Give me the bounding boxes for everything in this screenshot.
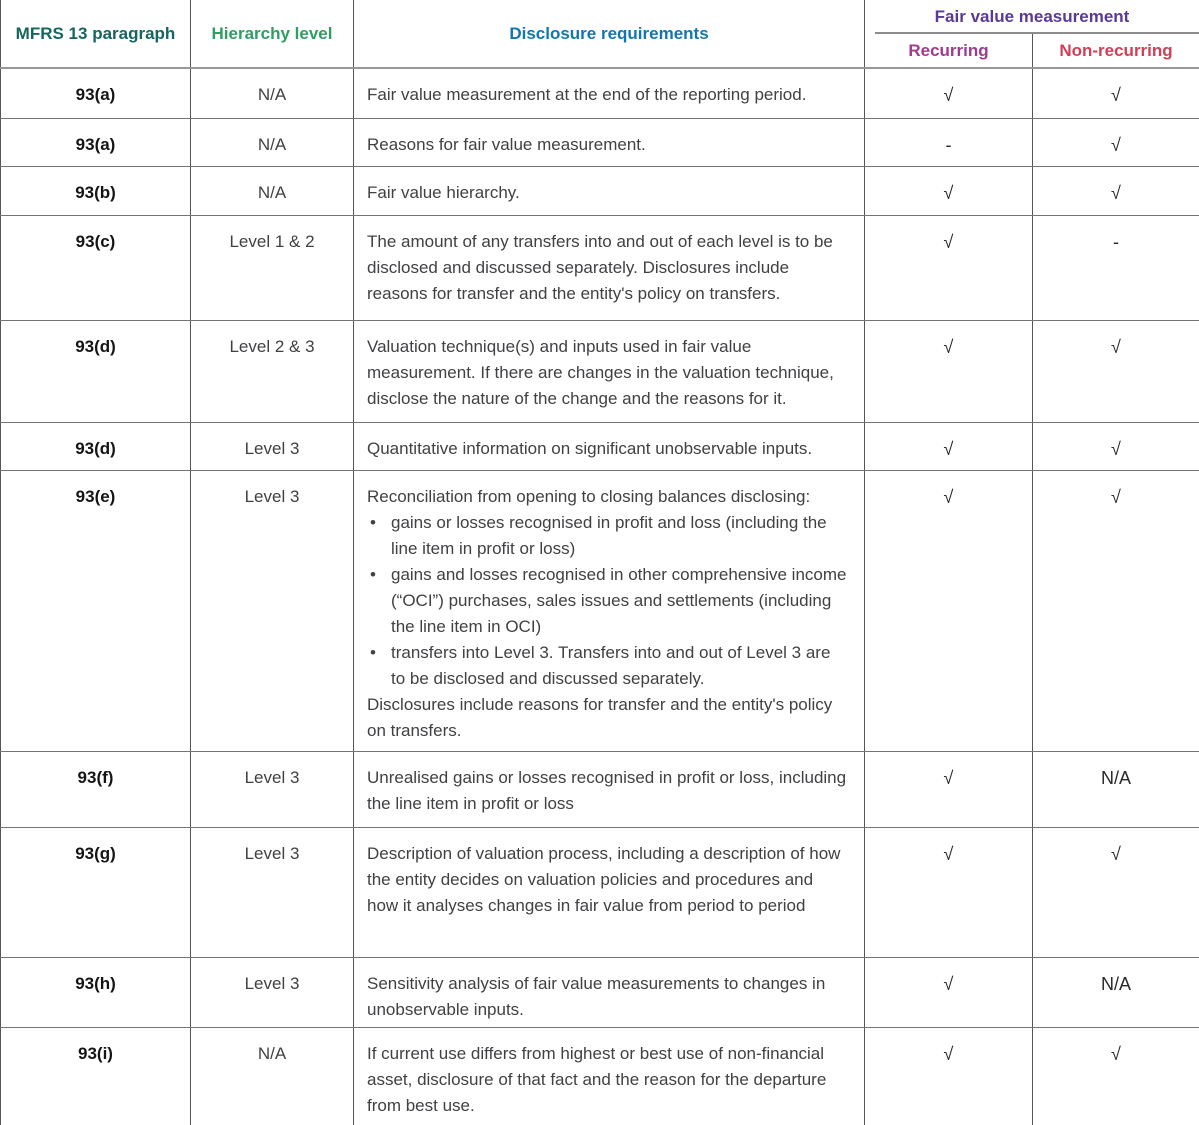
table-row-93c	[1, 215, 1199, 320]
recurring-check-mark: √	[865, 422, 1033, 470]
table-row-93a-1	[1, 68, 1199, 118]
table-header	[1, 0, 1199, 68]
paragraph-cell: 93(i)	[1, 1027, 191, 1125]
column-header-disclosure: Disclosure requirements	[354, 0, 865, 68]
table-row-93i	[1, 1027, 1199, 1125]
non-recurring-check-mark: √	[1033, 118, 1199, 166]
table-row-93h	[1, 957, 1199, 1027]
paragraph-cell: 93(b)	[1, 166, 191, 215]
hierarchy-cell: Level 2 & 3	[191, 320, 354, 422]
paragraph-cell: 93(d)	[1, 422, 191, 470]
recurring-check-mark: √	[865, 470, 1033, 751]
non-recurring-check-mark: √	[1033, 422, 1199, 470]
non-recurring-dash-mark: -	[1033, 215, 1199, 320]
paragraph-cell: 93(d)	[1, 320, 191, 422]
table-row-93d-1	[1, 320, 1199, 422]
hierarchy-cell: Level 1 & 2	[191, 215, 354, 320]
hierarchy-cell: Level 3	[191, 827, 354, 957]
hierarchy-cell: N/A	[191, 68, 354, 118]
non-recurring-check-mark: √	[1033, 68, 1199, 118]
non-recurring-check-mark: √	[1033, 1027, 1199, 1125]
requirement-bullet-list	[367, 510, 848, 692]
column-header-hierarchy: Hierarchy level	[191, 0, 354, 68]
paragraph-cell: 93(a)	[1, 68, 191, 118]
table-body	[1, 68, 1199, 1125]
non-recurring-check-mark: √	[1033, 166, 1199, 215]
paragraph-cell: 93(g)	[1, 827, 191, 957]
hierarchy-cell: N/A	[191, 118, 354, 166]
requirement-cell: Description of valuation process, including a description of how the entity decides on valuation policies and procedures and how it analyses changes in fair value from period to period	[354, 827, 865, 957]
column-header-paragraph: MFRS 13 paragraph	[1, 0, 191, 68]
column-group-fair-value-measurement: Fair value measurement	[865, 0, 1199, 34]
paragraph-cell: 93(h)	[1, 957, 191, 1027]
requirement-cell: Quantitative information on significant unobservable inputs.	[354, 422, 865, 470]
paragraph-cell: 93(f)	[1, 751, 191, 827]
requirement-cell: Valuation technique(s) and inputs used in fair value measurement. If there are changes in the valuation technique, disclose the nature of the change and the reasons for it.	[354, 320, 865, 422]
requirement-cell: If current use differs from highest or best use of non-financial asset, disclosure of that fact and the reason for the departure from best use.	[354, 1027, 865, 1125]
recurring-check-mark: √	[865, 751, 1033, 827]
requirement-cell: Reasons for fair value measurement.	[354, 118, 865, 166]
requirement-intro: Reconciliation from opening to closing balances disclosing:	[367, 486, 811, 506]
hierarchy-cell: Level 3	[191, 957, 354, 1027]
recurring-check-mark: √	[865, 215, 1033, 320]
paragraph-cell: 93(a)	[1, 118, 191, 166]
table-row-93a-2	[1, 118, 1199, 166]
requirement-outro: Disclosures include reasons for transfer and the entity's policy on transfers.	[367, 694, 833, 740]
recurring-check-mark: √	[865, 957, 1033, 1027]
non-recurring-check-mark: √	[1033, 827, 1199, 957]
bullet-item: • gains or losses recognised in profit and loss (including the line item in profit or loss)	[367, 510, 848, 562]
recurring-check-mark: √	[865, 827, 1033, 957]
recurring-check-mark: √	[865, 166, 1033, 215]
paragraph-cell: 93(c)	[1, 215, 191, 320]
requirement-cell: The amount of any transfers into and out of each level is to be disclosed and discussed separately. Disclosures include reasons for transfer and the entity's policy on transfers.	[354, 215, 865, 320]
recurring-dash-mark: -	[865, 118, 1033, 166]
table-row-93b	[1, 166, 1199, 215]
hierarchy-cell: Level 3	[191, 751, 354, 827]
requirement-cell: Fair value hierarchy.	[354, 166, 865, 215]
table-row-93e	[1, 470, 1199, 751]
table-row-93f	[1, 751, 1199, 827]
bullet-item: • gains and losses recognised in other comprehensive income (“OCI”) purchases, sales issues and settlements (including the line item in OCI)	[367, 562, 848, 640]
non-recurring-na-mark: N/A	[1033, 957, 1199, 1027]
non-recurring-check-mark: √	[1033, 470, 1199, 751]
hierarchy-cell: N/A	[191, 166, 354, 215]
hierarchy-cell: Level 3	[191, 470, 354, 751]
bullet-item: • transfers into Level 3. Transfers into and out of Level 3 are to be disclosed and discussed separately.	[367, 640, 848, 692]
non-recurring-check-mark: √	[1033, 320, 1199, 422]
hierarchy-cell: Level 3	[191, 422, 354, 470]
hierarchy-cell: N/A	[191, 1027, 354, 1125]
non-recurring-na-mark: N/A	[1033, 751, 1199, 827]
paragraph-cell: 93(e)	[1, 470, 191, 751]
recurring-check-mark: √	[865, 320, 1033, 422]
requirement-cell: Unrealised gains or losses recognised in profit or loss, including the line item in profit or loss	[354, 751, 865, 827]
recurring-check-mark: √	[865, 68, 1033, 118]
column-header-non-recurring: Non-recurring	[1033, 34, 1199, 68]
requirement-cell	[354, 470, 865, 751]
table-row-93d-2	[1, 422, 1199, 470]
table-row-93g	[1, 827, 1199, 957]
requirement-cell: Fair value measurement at the end of the reporting period.	[354, 68, 865, 118]
recurring-check-mark: √	[865, 1027, 1033, 1125]
column-header-recurring: Recurring	[865, 34, 1033, 68]
requirement-cell: Sensitivity analysis of fair value measurements to changes in unobservable inputs.	[354, 957, 865, 1027]
